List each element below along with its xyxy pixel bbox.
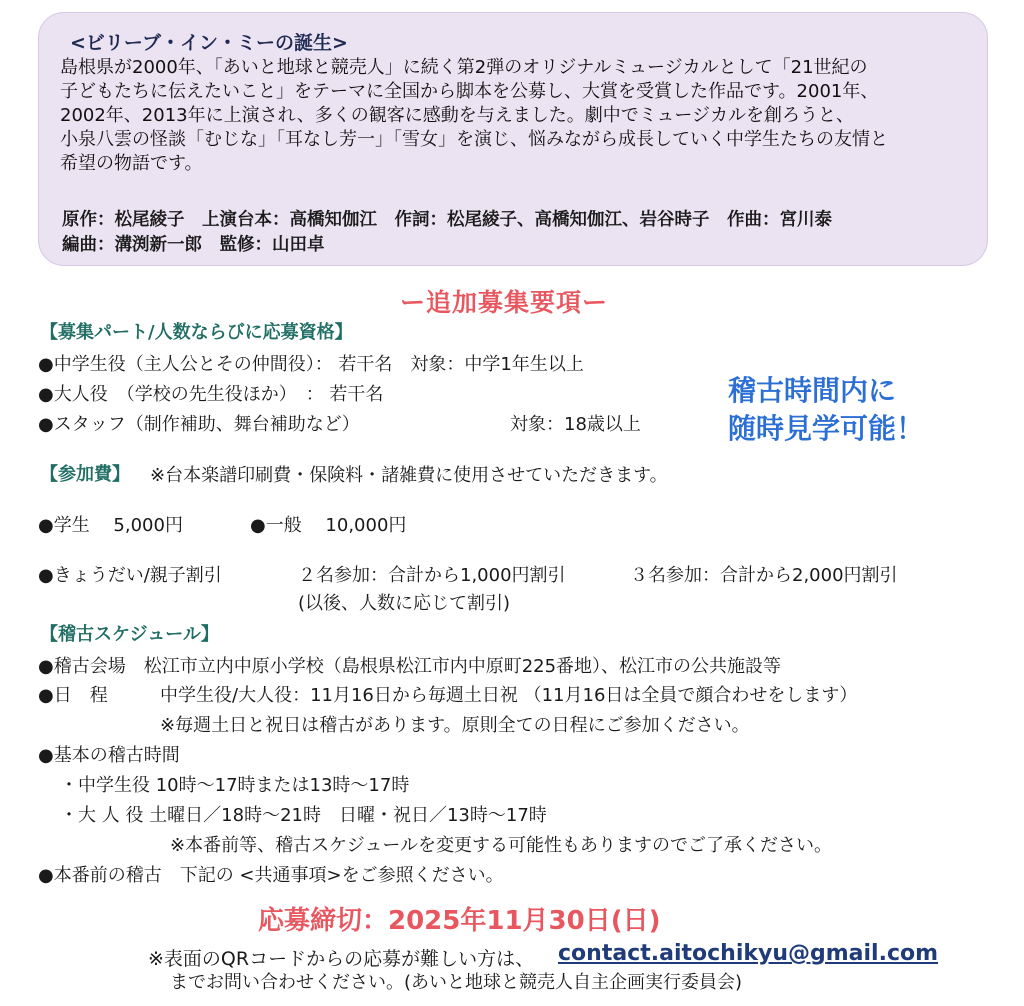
schedule-student-time: ・中学生役 10時～17時または13時～17時 [60, 775, 410, 796]
schedule-heading: 【稽古スケジュール】 [40, 624, 219, 645]
fee-general: ●一般 10,000円 [250, 515, 407, 536]
recruit-item-target: 対象：18歳以上 [510, 414, 641, 435]
recruit-item: ●中学生役（主人公とその仲間役）： 若干名 対象：中学1年生以上 [38, 354, 584, 375]
discount-three: ３名参加：合計から2,000円割引 [630, 565, 898, 586]
schedule-adult-time: ・大 人 役 土曜日／18時～21時 日曜・祝日／13時～17時 [60, 805, 547, 826]
intro-text-line: 希望の物語です。 [60, 153, 203, 174]
credits-line: 編曲：溝渕新一郎 監修：山田卓 [62, 235, 325, 255]
intro-heading: <ビリーブ・イン・ミーの誕生> [70, 32, 348, 54]
schedule-basic-time: ●基本の稽古時間 [38, 745, 180, 766]
recruit-item: ●スタッフ（制作補助、舞台補助など） [38, 414, 360, 435]
discount-note: (以後、人数に応じて割引) [298, 593, 511, 614]
intro-text-line: 島根県が2000年、「あいと地球と競売人」に続く第2弾のオリジナルミュージカルとして「21世紀の [60, 57, 868, 78]
schedule-date-value: 中学生役/大人役：11月16日から毎週土日祝 （11月16日は全員で顔合わせをします） [160, 685, 858, 706]
recruit-item: ●大人役 （学校の先生役ほか） ： 若干名 [38, 384, 384, 405]
schedule-date-note: ※毎週土日と祝日は稽古があります。原則全ての日程にご参加ください。 [160, 715, 750, 736]
visit-badge [728, 372, 988, 448]
fee-heading: 【参加費】 [40, 464, 130, 485]
schedule-pre-show: ●本番前の稽古 下記の <共通事項>をご参照ください。 [38, 865, 504, 886]
application-deadline: 応募締切：2025年11月30日(日) [258, 906, 661, 936]
section-title: ー追加募集要項ー [400, 288, 609, 317]
badge-line: 随時見学可能！ [728, 412, 925, 445]
intro-text-line: 2002年、2013年に上演され、多くの観客に感動を与えました。劇中でミュージカルを創ろうと、 [60, 105, 854, 126]
contact-email-link[interactable]: contact.aitochikyu@gmail.com [558, 941, 939, 966]
badge-line: 稽古時間内に [728, 374, 897, 407]
fee-note: ※台本楽譜印刷費・保険料・諸雑費に使用させていただきます。 [150, 465, 668, 486]
intro-text-line: 子どもたちに伝えたいこと」をテーマに全国から脚本を公募し、大賞を受賞した作品です。2001年、 [60, 81, 879, 102]
fee-student: ●学生 5,000円 [38, 515, 183, 536]
contact-note: までお問い合わせください。(あいと地球と競売人自主企画実行委員会) [170, 972, 743, 993]
discount-two: ２名参加：合計から1,000円割引 [298, 565, 566, 586]
credits-line: 原作：松尾綾子 上演台本：高橋知伽江 作詞：松尾綾子、高橋知伽江、岩谷時子 作曲：宮川泰 [62, 210, 832, 230]
schedule-venue: ●稽古会場 松江市立内中原小学校（島根県松江市内中原町225番地）、松江市の公共施設等 [38, 656, 782, 677]
intro-text-line: 小泉八雲の怪談「むじな」「耳なし芳一」「雪女」を演じ、悩みながら成長していく中学生たちの友情と [60, 129, 888, 150]
schedule-change-note: ※本番前等、稽古スケジュールを変更する可能性もありますのでご了承ください。 [170, 835, 832, 856]
schedule-date-label: ●日 程 [38, 685, 108, 706]
recruit-heading: 【募集パート/人数ならびに応募資格】 [40, 322, 353, 343]
discount-label: ●きょうだい/親子割引 [38, 565, 222, 586]
contact-prefix: ※表面のQRコードからの応募が難しい方は、 [148, 948, 535, 970]
